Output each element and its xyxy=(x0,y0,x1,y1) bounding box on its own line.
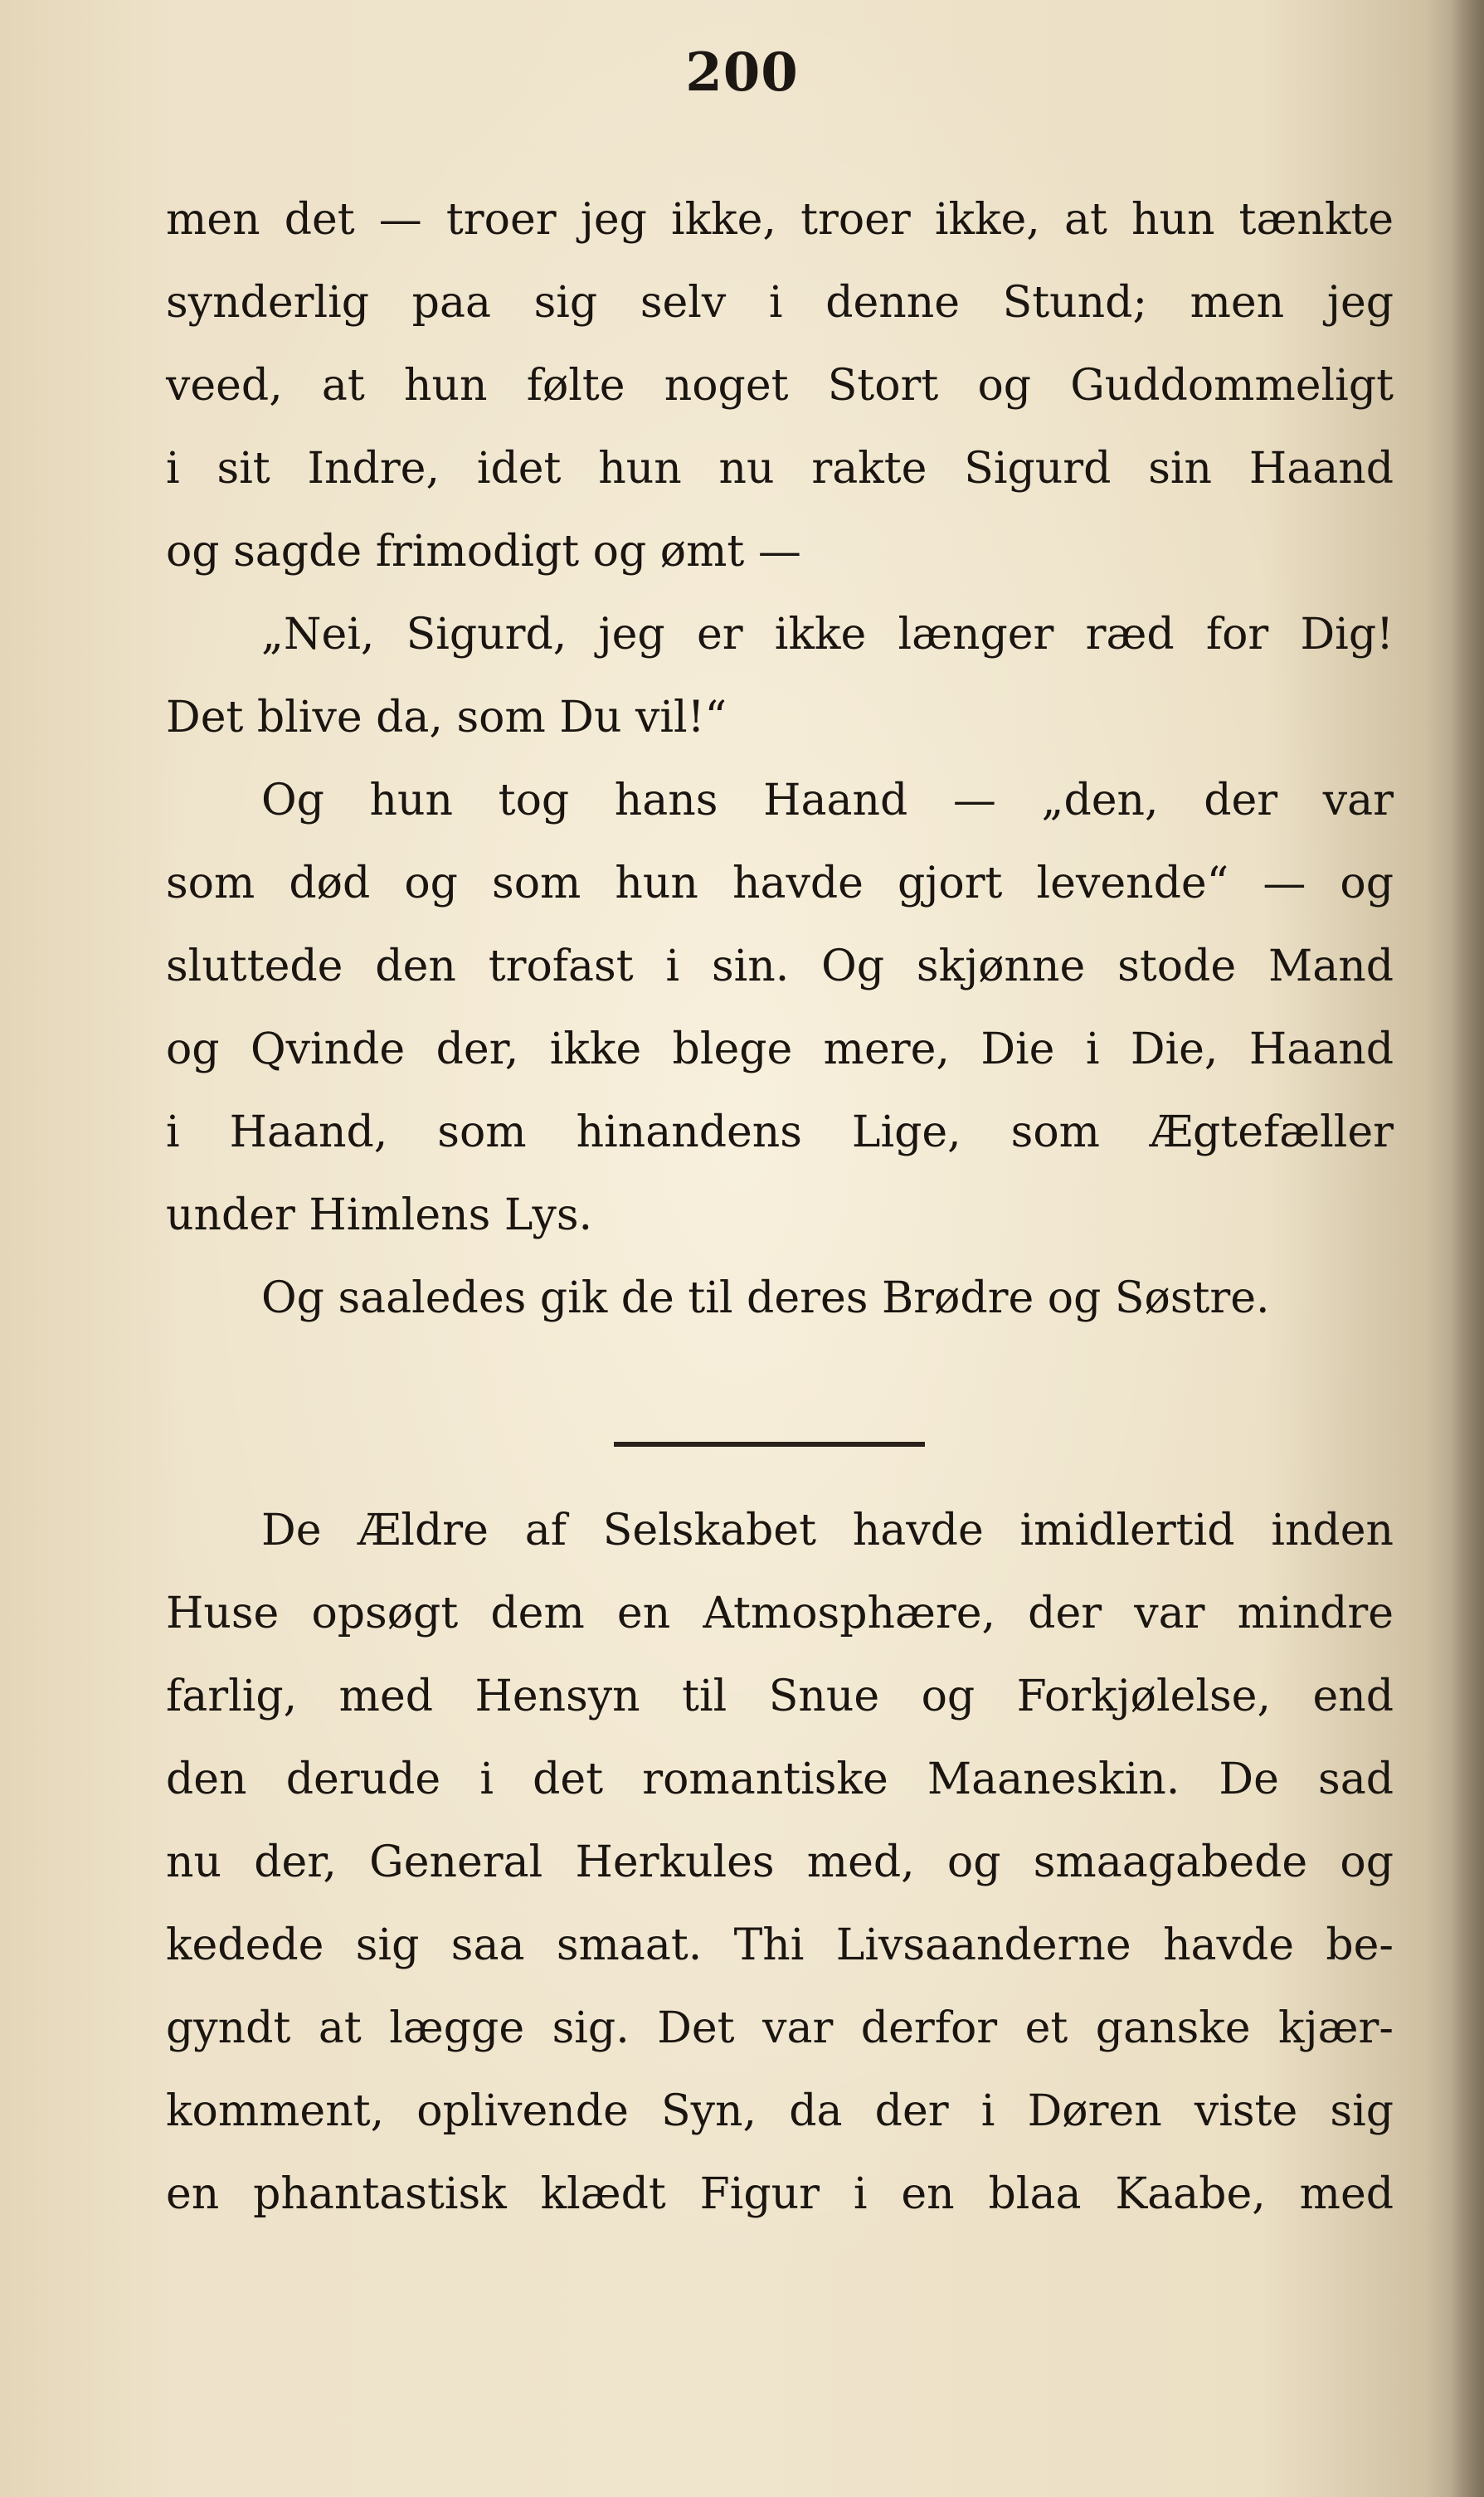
text-line: under Himlens Lys. xyxy=(166,1190,593,1240)
text-line: De Ældre af Selskabet havde imidlertid inden xyxy=(261,1506,1394,1555)
text-line: kedede sig saa smaat. Thi Livsaanderne havde be- xyxy=(166,1920,1394,1970)
text-line: Det blive da, som Du vil!“ xyxy=(166,693,727,742)
text-line: nu der, General Herkules med, og smaagabede og xyxy=(166,1837,1394,1887)
text-line: en phantastisk klædt Figur i en blaa Kaabe, med xyxy=(166,2169,1394,2219)
text-line: den derude i det romantiske Maaneskin. De sad xyxy=(166,1755,1394,1804)
text-line: gyndt at lægge sig. Det var derfor et ganske kjær- xyxy=(166,2003,1394,2053)
text-line: sluttede den trofast i sin. Og skjønne stode Mand xyxy=(166,942,1394,991)
text-section-2 xyxy=(166,1489,1394,2236)
text-line: i Haand, som hinandens Lige, som Ægtefæller xyxy=(166,1107,1394,1157)
section-separator xyxy=(614,1442,925,1447)
text-line: Huse opsøgt dem en Atmosphære, der var mindre xyxy=(166,1589,1394,1638)
text-line: som død og som hun havde gjort levende“ — og xyxy=(166,859,1394,908)
text-line: farlig, med Hensyn til Snue og Forkjølelse, end xyxy=(166,1672,1394,1721)
text-line: synderlig paa sig selv i denne Stund; men jeg xyxy=(166,278,1394,328)
text-line: veed, at hun følte noget Stort og Guddommeligt xyxy=(166,361,1394,411)
text-line: Og saaledes gik de til deres Brødre og Søstre. xyxy=(261,1273,1270,1323)
text-line: men det — troer jeg ikke, troer ikke, at hun tænkte xyxy=(166,195,1394,245)
text-section-1 xyxy=(166,178,1394,1340)
text-line: „Nei, Sigurd, jeg er ikke længer ræd for Dig! xyxy=(261,610,1394,660)
text-line: Og hun tog hans Haand — „den, der var xyxy=(261,776,1394,825)
text-line: og sagde frimodigt og ømt — xyxy=(166,527,801,577)
text-line: i sit Indre, idet hun nu rakte Sigurd sin Haand xyxy=(166,444,1394,494)
text-line: og Qvinde der, ikke blege mere, Die i Die, Haand xyxy=(166,1025,1394,1074)
text-line: komment, oplivende Syn, da der i Døren viste sig xyxy=(166,2086,1394,2136)
page-number: 200 xyxy=(685,41,799,104)
